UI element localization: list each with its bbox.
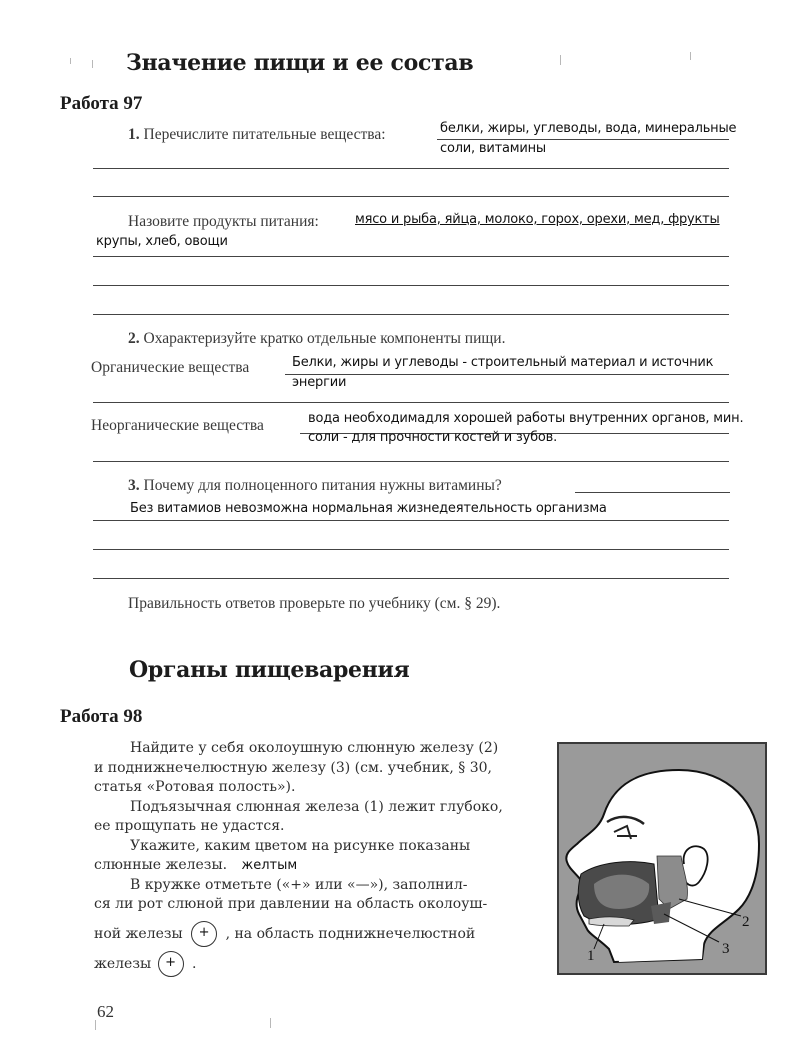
figure-label-2: 2 — [742, 914, 750, 930]
answer-line — [93, 285, 729, 286]
scan-speck — [92, 60, 93, 68]
question-3 — [128, 477, 502, 495]
color-answer-field[interactable]: желтым — [241, 858, 298, 873]
scan-speck — [690, 52, 691, 60]
text-fragment: слюнные железы. — [94, 857, 228, 873]
check-note: Правильность ответов проверьте по учебнику (см. § 29). — [128, 595, 501, 612]
text-line — [94, 951, 530, 977]
answer-line — [437, 139, 729, 140]
section-title: Значение пищи и ее состав — [126, 50, 474, 76]
text-fragment: железы — [94, 955, 152, 972]
text-fragment: ной железы — [94, 925, 183, 942]
head-illustration — [559, 744, 765, 973]
question-prompt: Перечислите питательные вещества: — [143, 126, 386, 143]
organic-label: Органические вещества — [91, 359, 250, 376]
question-number: 2. — [128, 330, 140, 347]
question-prompt: Охарактеризуйте кратко отдельные компоненты пищи. — [143, 330, 506, 347]
answer-line — [93, 402, 729, 403]
parotid-answer-circle[interactable]: + — [191, 921, 217, 947]
answer-field[interactable]: энергии — [292, 375, 347, 390]
question-number: 3. — [128, 477, 140, 494]
answer-field[interactable]: мясо и рыба, яйца, молоко, горох, орехи, мед, фрукты — [355, 212, 720, 227]
answer-field[interactable]: белки, жиры, углеводы, вода, минеральные — [440, 121, 737, 136]
figure-label-1: 1 — [587, 948, 595, 964]
scan-speck — [95, 1020, 96, 1030]
question-2 — [128, 330, 505, 348]
section-title: Органы пищеварения — [129, 657, 410, 683]
answer-line — [93, 314, 729, 315]
text-line: В кружке отметьте («+» или «—»), заполнил- — [130, 876, 468, 893]
text-line: Подъязычная слюнная железа (1) лежит глубоко, — [130, 798, 503, 815]
text-line: и поднижнечелюстную железу (3) (см. учебник, § 30, — [94, 759, 493, 776]
answer-field[interactable]: вода необходимадля хорошей работы внутренних органов, мин. — [308, 411, 744, 426]
text-line — [94, 856, 530, 876]
text-line: ся ли рот слюной при давлении на область околоуш- — [94, 896, 488, 912]
question-products: Назовите продукты питания: — [128, 213, 319, 230]
answer-line — [285, 374, 729, 375]
answer-field[interactable]: крупы, хлеб, овощи — [96, 234, 228, 249]
question-number: 1. — [128, 126, 140, 143]
work-title: Работа 98 — [60, 706, 143, 727]
answer-field[interactable]: Без витамиов невозможна нормальная жизнедеятельность организма — [130, 501, 607, 516]
text-line: статья «Ротовая полость»). — [94, 779, 296, 795]
submandibular-answer-circle[interactable]: + — [158, 951, 184, 977]
text-line — [94, 921, 530, 947]
scan-speck — [70, 58, 71, 64]
text-fragment: , на область поднижнечелюстной — [225, 925, 476, 942]
inorganic-label: Неорганические вещества — [91, 417, 264, 434]
sublingual-gland — [589, 917, 634, 926]
answer-line — [93, 461, 729, 462]
answer-field[interactable]: соли, витамины — [440, 141, 546, 156]
question-1 — [128, 126, 386, 144]
answer-line — [93, 578, 729, 579]
answer-line — [93, 196, 729, 197]
neck — [614, 934, 704, 962]
answer-line — [93, 256, 729, 257]
answer-field[interactable]: соли - для прочности костей и зубов. — [308, 430, 558, 445]
figure-label-3: 3 — [722, 941, 730, 957]
answer-line — [93, 549, 729, 550]
parotid-gland — [657, 856, 687, 909]
work-title: Работа 97 — [60, 93, 143, 114]
scan-speck — [270, 1018, 271, 1028]
text-line: Найдите у себя околоушную слюнную железу (2) — [130, 740, 499, 756]
answer-line — [93, 168, 729, 169]
answer-line — [93, 520, 729, 521]
scan-speck — [560, 55, 561, 65]
page-number: 62 — [97, 1002, 114, 1021]
answer-field[interactable]: Белки, жиры и углеводы - строительный материал и источник — [292, 355, 714, 370]
answer-line — [575, 492, 730, 493]
task-text — [94, 739, 530, 977]
text-fragment: . — [192, 955, 197, 972]
text-line: ее прощупать не удастся. — [94, 818, 285, 834]
salivary-glands-figure — [557, 742, 767, 975]
question-prompt: Почему для полноценного питания нужны витамины? — [143, 477, 502, 494]
text-line: Укажите, каким цветом на рисунке показаны — [130, 837, 471, 854]
